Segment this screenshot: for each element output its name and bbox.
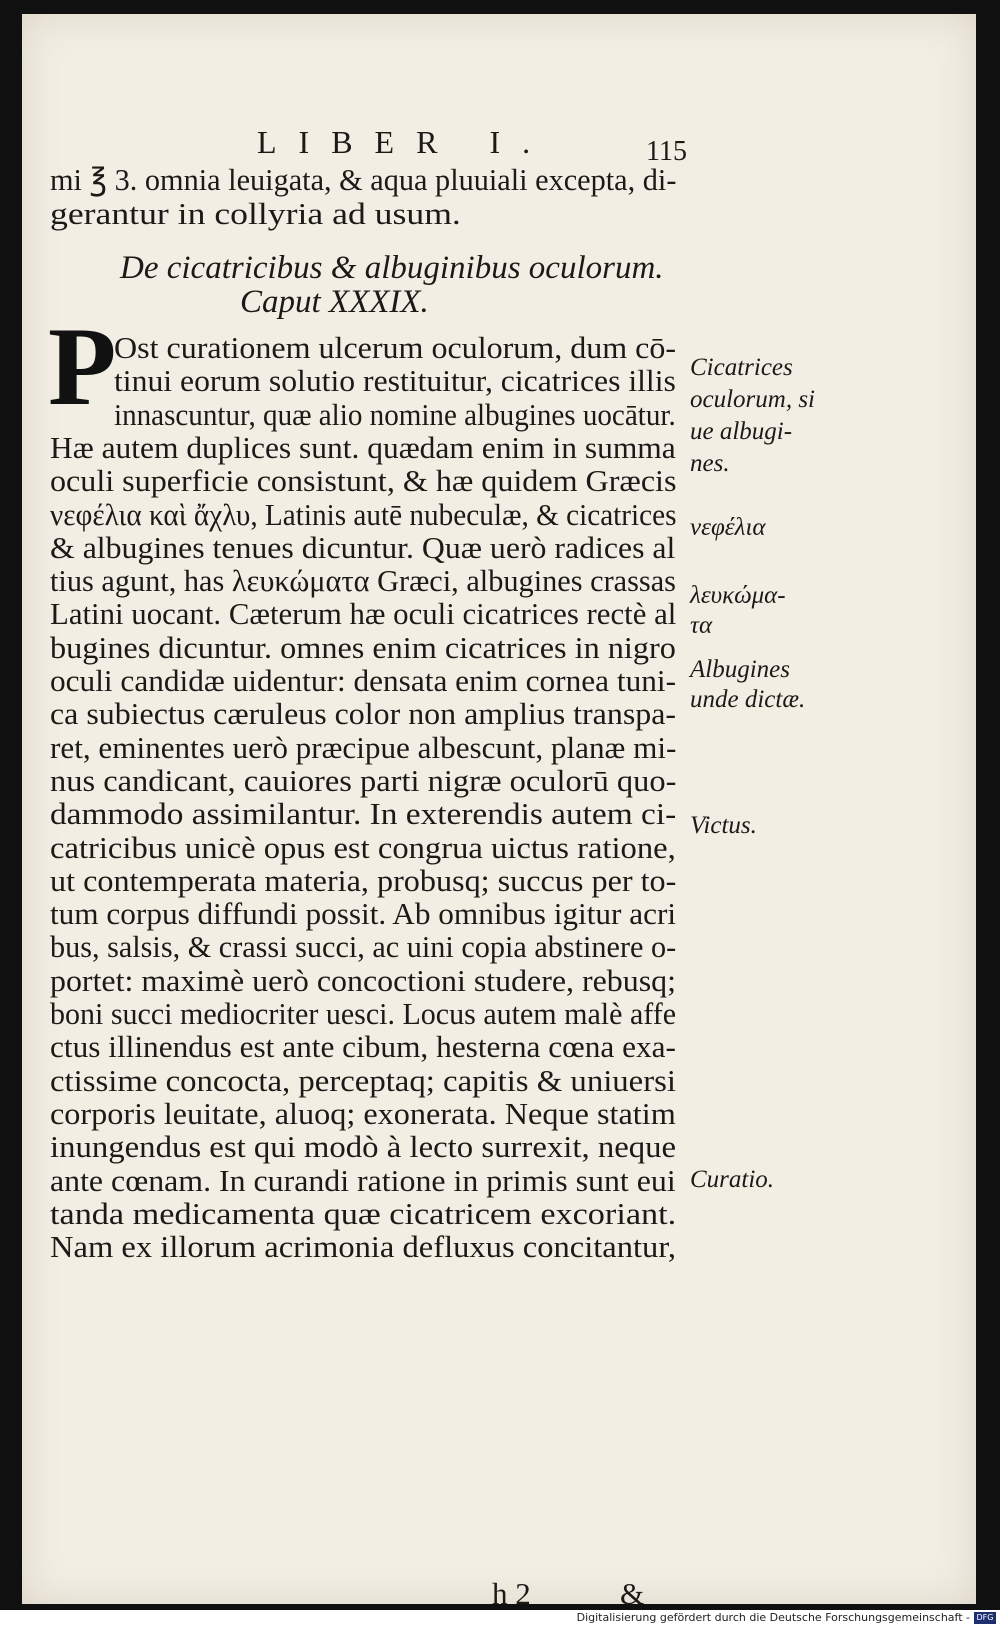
drop-cap: P: [48, 305, 117, 429]
margin-note: oculorum, si: [690, 386, 815, 413]
body-line: ca subiectus cæruleus color non amplius transpa-: [50, 696, 677, 732]
body-line: tius agunt, has λευκώματα Græci, albugines crassas: [50, 563, 676, 599]
margin-note: Cicatrices: [690, 354, 793, 381]
body-line: tanda medicamenta quæ cicatricem excoriant.: [50, 1195, 677, 1231]
opening-line-2: gerantur in collyria ad usum.: [50, 196, 461, 231]
margin-note: λευκώμα-: [690, 582, 786, 609]
body-line: innascuntur, quæ alio nomine albugines uocātur.: [114, 396, 676, 432]
body-line: ut contemperata materia, probusq; succus per to-: [50, 862, 677, 898]
body-line: Ost curationem ulcerum oculorum, dum cō-: [114, 330, 677, 365]
catchword: &: [620, 1576, 645, 1610]
folio-number: 115: [646, 136, 687, 167]
margin-note: unde dictæ.: [690, 686, 806, 713]
body-line: νεφέλια καὶ ἄχλυ, Latinis autē nubeculæ, & cicatrices: [50, 496, 677, 532]
body-line: bus, salsis, & crassi succi, ac uini copia abstinere o-: [50, 929, 677, 965]
body-line: oculi candidæ uidentur: densata enim cornea tuni-: [50, 663, 677, 698]
body-line: & albugines tenues dicuntur. Quæ uerò radices al: [50, 529, 676, 565]
margin-note: Albugines: [690, 656, 790, 683]
body-line: ctus illinendus est ante cibum, hesterna cœna exa-: [50, 1029, 676, 1065]
opening-line-1: mi ℥ 3. omnia leuigata, & aqua pluuiali excepta, di-: [50, 162, 677, 197]
body-line: Hæ autem duplices sunt. quædam enim in summa: [50, 429, 676, 465]
funding-credit: Digitalisierung gefördert durch die Deutsche Forschungsgemeinschaft -: [576, 1611, 970, 1624]
footer-bar: [0, 1610, 1000, 1627]
body-line: tinui eorum solutio restituitur, cicatrices illis: [114, 363, 676, 399]
dfg-logo: DFG: [974, 1612, 996, 1624]
margin-note: ue albugi-: [690, 418, 793, 445]
margin-note: Victus.: [690, 812, 757, 839]
margin-note: τα: [690, 612, 713, 639]
body-line: nus candicant, cauiores parti nigræ oculorū quo-: [50, 762, 677, 798]
body-line: ret, eminentes uerò præcipue albescunt, planæ mi-: [50, 729, 677, 765]
body-line: Latini uocant. Cæterum hæ oculi cicatrices rectè al: [50, 596, 677, 632]
margin-note: νεφέλια: [690, 514, 766, 541]
signature-mark: h 2: [492, 1576, 531, 1610]
body-line: inungendus est qui modò à lecto surrexit, neque: [50, 1129, 677, 1165]
body-line: portet: maximè uerò concoctioni studere, rebusq;: [50, 962, 676, 998]
body-line: tum corpus diffundi possit. Ab omnibus igitur acri: [50, 896, 677, 932]
book-page: [22, 14, 976, 1610]
body-line: ctissime concocta, perceptaq; capitis & uniuersi: [50, 1062, 677, 1098]
body-line: oculi superficie consistunt, & hæ quidem Græcis: [50, 463, 677, 499]
body-line: catricibus unicè opus est congrua uictus ratione,: [50, 829, 676, 865]
body-line: bugines dicuntur. omnes enim cicatrices in nigro: [50, 629, 676, 665]
margin-note: Curatio.: [690, 1166, 775, 1193]
running-title: LIBER I.: [257, 124, 553, 160]
chapter-title: De cicatricibus & albuginibus oculorum.: [120, 250, 664, 286]
chapter-number: Caput XXXIX.: [240, 284, 429, 320]
body-line: Nam ex illorum acrimonia defluxus concitantur,: [50, 1229, 677, 1265]
body-line: boni succi mediocriter uesci. Locus autem malè affe: [50, 996, 677, 1031]
body-line: dammodo assimilantur. In exterendis autem ci-: [50, 796, 677, 832]
body-line: corporis leuitate, aluoq; exonerata. Neque statim: [50, 1095, 676, 1131]
body-line: ante cœnam. In curandi ratione in primis sunt eui: [50, 1162, 676, 1198]
margin-note: nes.: [690, 450, 730, 477]
